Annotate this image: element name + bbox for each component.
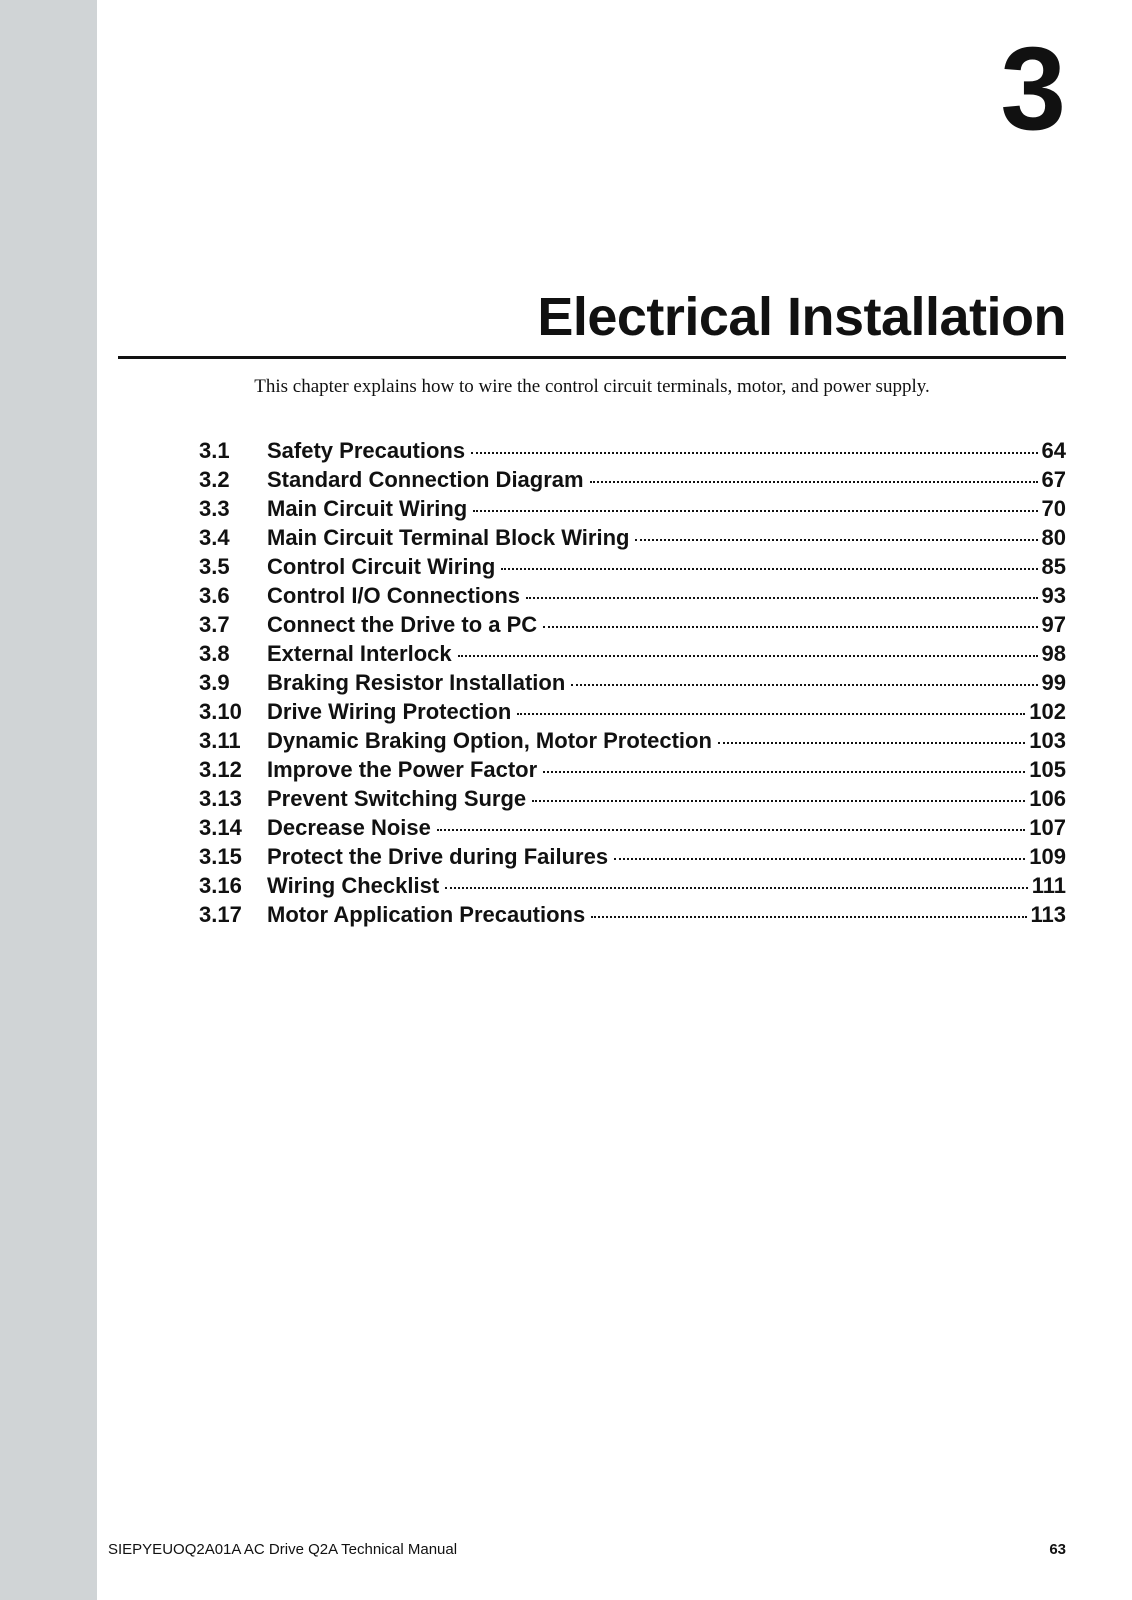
toc-section-title[interactable]: Dynamic Braking Option, Motor Protection [267, 728, 712, 753]
toc-page-number[interactable]: 80 [1041, 525, 1066, 550]
toc-section-number: 3.4 [199, 525, 230, 550]
toc-entry[interactable] [199, 583, 1066, 612]
toc-section-title[interactable]: Braking Resistor Installation [267, 670, 566, 695]
toc-page-number[interactable]: 85 [1041, 554, 1066, 579]
toc-section-number: 3.9 [199, 670, 230, 695]
toc-leader-dots [458, 654, 1038, 657]
chapter-intro: This chapter explains how to wire the control circuit terminals, motor, and power supply. [254, 376, 930, 397]
toc-leader-dots [591, 915, 1026, 918]
toc-section-number: 3.16 [199, 873, 242, 898]
toc-section-number: 3.5 [199, 554, 230, 579]
chapter-number: 3 [1000, 23, 1066, 155]
toc-section-title[interactable]: Control I/O Connections [267, 583, 520, 608]
toc-leader-dots [635, 538, 1037, 541]
toc-section-title[interactable]: External Interlock [267, 641, 452, 666]
toc-entry[interactable] [199, 815, 1066, 844]
toc-section-number: 3.8 [199, 641, 230, 666]
toc-page-number[interactable]: 64 [1041, 438, 1066, 463]
toc-entry[interactable] [199, 699, 1066, 728]
toc-page-number[interactable]: 105 [1029, 757, 1066, 782]
toc-entry[interactable] [199, 525, 1066, 554]
toc-leader-dots [532, 799, 1025, 802]
toc-page-number[interactable]: 111 [1031, 873, 1066, 898]
toc-section-title[interactable]: Motor Application Precautions [267, 902, 586, 927]
toc-leader-dots [501, 567, 1037, 570]
toc-section-title[interactable]: Main Circuit Terminal Block Wiring [267, 525, 630, 550]
toc-section-number: 3.11 [199, 728, 241, 753]
toc-section-title[interactable]: Protect the Drive during Failures [267, 844, 609, 869]
toc-page-number[interactable]: 103 [1029, 728, 1066, 753]
toc-page-number[interactable]: 102 [1029, 699, 1066, 724]
toc-leader-dots [718, 741, 1025, 744]
toc-entry[interactable] [199, 554, 1066, 583]
title-rule [118, 356, 1066, 359]
toc-page-number[interactable]: 106 [1029, 786, 1066, 811]
toc-page-number[interactable]: 109 [1029, 844, 1066, 869]
toc-section-title[interactable]: Decrease Noise [267, 815, 431, 840]
toc-section-number: 3.12 [199, 757, 242, 782]
toc-page-number[interactable]: 70 [1041, 496, 1066, 521]
toc-entry[interactable] [199, 757, 1066, 786]
toc-section-title[interactable]: Wiring Checklist [267, 873, 440, 898]
toc-entry[interactable] [199, 873, 1066, 902]
toc-leader-dots [543, 625, 1037, 628]
toc-section-title[interactable]: Connect the Drive to a PC [267, 612, 538, 637]
toc-leader-dots [590, 480, 1038, 483]
toc-leader-dots [471, 451, 1037, 454]
toc-page-number[interactable]: 113 [1030, 902, 1066, 927]
toc-entry[interactable] [199, 844, 1066, 873]
toc-leader-dots [526, 596, 1038, 599]
toc-entry[interactable] [199, 728, 1066, 757]
chapter-title: Electrical Installation [537, 287, 1066, 347]
toc-section-number: 3.6 [199, 583, 230, 608]
toc-section-number: 3.3 [199, 496, 230, 521]
toc-section-title[interactable]: Main Circuit Wiring [267, 496, 468, 521]
toc-leader-dots [437, 828, 1025, 831]
toc-page-number[interactable]: 98 [1041, 641, 1066, 666]
toc-section-title[interactable]: Drive Wiring Protection [267, 699, 512, 724]
toc-entry[interactable] [199, 496, 1066, 525]
toc-section-title[interactable]: Control Circuit Wiring [267, 554, 496, 579]
toc-section-number: 3.15 [199, 844, 242, 869]
toc-section-number: 3.7 [199, 612, 230, 637]
footer-page-number: 63 [1049, 1541, 1066, 1558]
footer-document-id: SIEPYEUOQ2A01A AC Drive Q2A Technical Manual [108, 1541, 458, 1558]
toc-entry[interactable] [199, 641, 1066, 670]
toc-section-number: 3.1 [199, 438, 230, 463]
toc-leader-dots [571, 683, 1037, 686]
toc-entry[interactable] [199, 438, 1066, 467]
toc-section-title[interactable]: Standard Connection Diagram [267, 467, 584, 492]
toc-section-title[interactable]: Prevent Switching Surge [267, 786, 527, 811]
toc-page-number[interactable]: 107 [1029, 815, 1066, 840]
toc-page-number[interactable]: 93 [1041, 583, 1066, 608]
toc-section-number: 3.14 [199, 815, 242, 840]
toc-entry[interactable] [199, 612, 1066, 641]
toc-leader-dots [445, 886, 1028, 889]
toc-page-number[interactable]: 97 [1041, 612, 1066, 637]
toc-leader-dots [614, 857, 1025, 860]
toc-entry[interactable] [199, 467, 1066, 496]
toc-section-title[interactable]: Improve the Power Factor [267, 757, 538, 782]
toc-leader-dots [543, 770, 1025, 773]
side-band [0, 0, 97, 1600]
toc-page-number[interactable]: 99 [1041, 670, 1066, 695]
toc-section-number: 3.2 [199, 467, 230, 492]
toc-section-number: 3.10 [199, 699, 242, 724]
toc-entry[interactable] [199, 902, 1066, 931]
toc-entry[interactable] [199, 786, 1066, 815]
toc-section-number: 3.13 [199, 786, 242, 811]
toc-page-number[interactable]: 67 [1041, 467, 1066, 492]
toc-entry[interactable] [199, 670, 1066, 699]
toc-leader-dots [517, 712, 1025, 715]
toc-section-title[interactable]: Safety Precautions [267, 438, 466, 463]
toc-leader-dots [473, 509, 1037, 512]
toc-section-number: 3.17 [199, 902, 242, 927]
table-of-contents [199, 438, 1066, 931]
